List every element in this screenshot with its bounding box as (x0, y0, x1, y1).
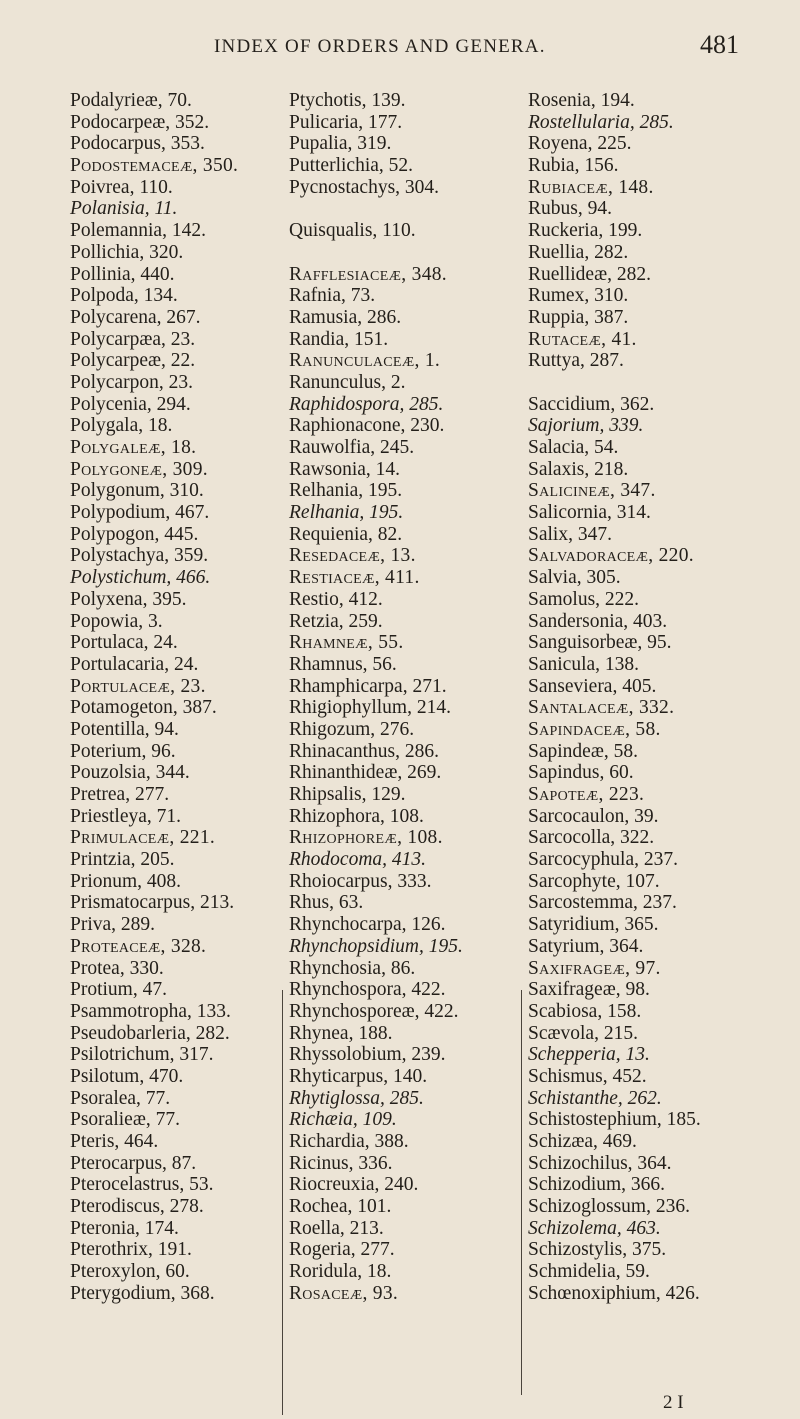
index-entry: Primulaceæ, 221. (70, 827, 216, 849)
index-entry: Rosaceæ, 93. (289, 1282, 399, 1304)
index-entry: Rostellularia, 285. (528, 111, 674, 133)
index-entry: Proteaceæ, 328. (70, 935, 207, 957)
index-entry: Roridula, 18. (289, 1261, 392, 1283)
index-entry: Rhytiglossa, 285. (289, 1087, 424, 1109)
section-gap (528, 372, 701, 394)
index-entry: Pupalia, 319. (289, 133, 392, 155)
index-entry: Raphionacone, 230. (289, 415, 445, 437)
index-entry: Sajorium, 339. (528, 415, 644, 437)
index-entry: Polycarpon, 23. (70, 371, 193, 393)
index-entry: Pterocarpus, 87. (70, 1152, 197, 1174)
index-entry: Relhania, 195. (289, 480, 403, 502)
index-entry: Royena, 225. (528, 133, 632, 155)
index-entry: Rhizophora, 108. (289, 805, 424, 827)
index-entry: Pulicaria, 177. (289, 111, 403, 133)
index-entry: Polycarpeæ, 22. (70, 350, 196, 372)
index-entry: Salix, 347. (528, 523, 612, 545)
index-entry: Putterlichia, 52. (289, 155, 414, 177)
index-entry: Schizodium, 366. (528, 1174, 666, 1196)
index-entry: Ramusia, 286. (289, 306, 402, 328)
index-entry: Relhania, 195. (289, 502, 404, 524)
index-entry: Riocreuxia, 240. (289, 1174, 419, 1196)
index-entry: Schizolema, 463. (528, 1217, 661, 1239)
index-entry: Podocarpus, 353. (70, 133, 205, 155)
index-entry: Psammotropha, 133. (70, 1000, 231, 1022)
index-entry: Sarcocolla, 322. (528, 827, 655, 849)
index-entry: Schizostylis, 375. (528, 1239, 667, 1261)
index-entry: Rogeria, 277. (289, 1239, 395, 1261)
index-entry: Satyrium, 364. (528, 935, 644, 957)
index-entry: Portulaca, 24. (70, 632, 178, 654)
index-entry: Polycenia, 294. (70, 393, 191, 415)
index-entry: Rubiaceæ, 148. (528, 176, 654, 198)
running-header (0, 28, 800, 64)
index-entry: Polycarpæa, 23. (70, 328, 196, 350)
index-entry: Pterodiscus, 278. (70, 1196, 204, 1218)
index-entry: Popowia, 3. (70, 610, 163, 632)
index-entry: Schizæa, 469. (528, 1131, 637, 1152)
index-entry: Ruellideæ, 282. (528, 263, 651, 285)
index-entry: Rhynchosporeæ, 422. (289, 1000, 459, 1022)
index-entry: Polystichum, 466. (70, 567, 211, 589)
section-gap (289, 242, 463, 264)
index-entry: Rhodocoma, 413. (289, 849, 427, 871)
index-entry: Schistanthe, 262. (528, 1087, 662, 1109)
running-title: INDEX OF ORDERS AND GENERA. (214, 36, 546, 57)
index-entry: Polypogon, 445. (70, 523, 199, 545)
index-entry: Protium, 47. (70, 979, 167, 1001)
index-entry: Psoralieæ, 77. (70, 1109, 180, 1131)
index-entry: Rauwolfia, 245. (289, 437, 415, 458)
index-entry: Roella, 213. (289, 1217, 384, 1239)
index-entry: Polygala, 18. (70, 415, 173, 437)
index-entry: Ricinus, 336. (289, 1152, 393, 1174)
index-entry: Salicornia, 314. (528, 502, 651, 524)
index-entry: Prismatocarpus, 213. (70, 892, 235, 914)
index-entry: Psilotum, 470. (70, 1065, 184, 1087)
index-entry: Portulacaria, 24. (70, 653, 199, 675)
index-entry: Rhynchopsidium, 195. (289, 935, 463, 957)
index-entry: Ranunculus, 2. (289, 371, 406, 393)
index-column-2 (289, 90, 463, 1305)
index-entry: Salacia, 54. (528, 437, 619, 458)
index-entry: Richardia, 388. (289, 1131, 409, 1152)
index-entry: Rhigiophyllum, 214. (289, 697, 451, 719)
index-entry: Rawsonia, 14. (289, 458, 401, 480)
index-entry: Schœnoxiphium, 426. (528, 1282, 700, 1304)
index-entry: Pseudobarleria, 282. (70, 1022, 230, 1044)
index-entry: Pretrea, 277. (70, 784, 170, 805)
index-entry: Polyxena, 395. (70, 588, 187, 610)
index-column-1 (70, 90, 238, 1305)
index-entry: Rochea, 101. (289, 1196, 392, 1218)
index-entry: Santalaceæ, 332. (528, 697, 675, 719)
column-divider-right (521, 990, 522, 1395)
index-entry: Polanisia, 11. (70, 198, 178, 220)
index-column-3 (528, 90, 701, 1305)
index-entry: Rhus, 63. (289, 892, 364, 914)
index-entry: Prionum, 408. (70, 870, 182, 892)
index-entry: Saccidium, 362. (528, 393, 655, 415)
index-entry: Scabiosa, 158. (528, 1000, 642, 1022)
index-entry: Pouzolsia, 344. (70, 762, 190, 784)
index-entry: Sarcostemma, 237. (528, 892, 677, 914)
index-entry: Sapoteæ, 223. (528, 784, 645, 805)
index-entry: Potentilla, 94. (70, 718, 179, 740)
index-entry: Rubus, 94. (528, 198, 612, 220)
index-entry: Pollinia, 440. (70, 263, 175, 285)
index-entry: Rhamneæ, 55. (289, 632, 404, 654)
index-entry: Rutaceæ, 41. (528, 328, 637, 350)
index-entry: Salicineæ, 347. (528, 480, 656, 502)
index-entry: Samolus, 222. (528, 588, 640, 610)
index-entry: Polycarena, 267. (70, 306, 201, 328)
index-entry: Ruellia, 282. (528, 241, 629, 263)
index-entry: Poivrea, 110. (70, 176, 173, 198)
index-entry: Rafnia, 73. (289, 285, 376, 307)
index-entry: Sanguisorbeæ, 95. (528, 632, 672, 654)
index-entry: Polemannia, 142. (70, 220, 206, 242)
index-entry: Rhynchosia, 86. (289, 957, 416, 979)
index-entry: Rhynchocarpa, 126. (289, 914, 446, 936)
index-entry: Sanicula, 138. (528, 653, 640, 675)
index-entry: Podocarpeæ, 352. (70, 111, 210, 133)
index-entry: Ruppia, 387. (528, 306, 629, 328)
index-entry: Sanseviera, 405. (528, 675, 657, 697)
index-entry: Rhynchospora, 422. (289, 979, 446, 1001)
index-entry: Psoralea, 77. (70, 1087, 171, 1109)
index-entry: Sapindeæ, 58. (528, 740, 638, 762)
index-entry: Ranunculaceæ, 1. (289, 350, 441, 372)
index-entry: Rhipsalis, 129. (289, 784, 406, 805)
index-entry: Pycnostachys, 304. (289, 176, 440, 198)
index-entry: Rhynea, 188. (289, 1022, 393, 1044)
index-entry: Polygonum, 310. (70, 480, 204, 502)
index-entry: Rhizophoreæ, 108. (289, 827, 443, 849)
signature-mark: 2 I (663, 1392, 684, 1413)
section-gap (289, 198, 463, 220)
index-entry: Ptychotis, 139. (289, 90, 406, 111)
index-entry: Rhyticarpus, 140. (289, 1065, 428, 1087)
index-entry: Satyridium, 365. (528, 914, 659, 936)
index-entry: Salvadoraceæ, 220. (528, 545, 694, 567)
index-entry: Portulaceæ, 23. (70, 675, 206, 697)
index-entry: Schmidelia, 59. (528, 1261, 650, 1283)
index-entry: Resedaceæ, 13. (289, 545, 416, 567)
index-entry: Rhamphicarpa, 271. (289, 675, 447, 697)
index-entry: Pollichia, 320. (70, 241, 184, 263)
index-entry: Schizochilus, 364. (528, 1152, 672, 1174)
index-entry: Pteronia, 174. (70, 1217, 179, 1239)
index-entry: Pteroxylon, 60. (70, 1261, 190, 1283)
index-entry: Schismus, 452. (528, 1065, 647, 1087)
index-entry: Ruckeria, 199. (528, 220, 643, 242)
index-entry: Rhinanthideæ, 269. (289, 762, 442, 784)
index-entry: Potamogeton, 387. (70, 697, 217, 719)
index-entry: Rumex, 310. (528, 285, 629, 307)
index-entry: Priestleya, 71. (70, 805, 182, 827)
index-entry: Restiaceæ, 411. (289, 567, 420, 589)
index-entry: Salaxis, 218. (528, 458, 629, 480)
index-entry: Psilotrichum, 317. (70, 1044, 214, 1066)
index-entry: Restio, 412. (289, 588, 383, 610)
index-entry: Polystachya, 359. (70, 545, 209, 567)
index-entry: Richæia, 109. (289, 1109, 397, 1131)
index-entry: Printzia, 205. (70, 849, 175, 871)
index-entry: Polypodium, 467. (70, 502, 210, 524)
index-entry: Sarcocaulon, 39. (528, 805, 659, 827)
index-entry: Sapindaceæ, 58. (528, 718, 661, 740)
index-entry: Requienia, 82. (289, 523, 403, 545)
index-entry: Schepperia, 13. (528, 1044, 650, 1066)
index-entry: Scævola, 215. (528, 1022, 638, 1044)
index-entry: Quisqualis, 110. (289, 220, 416, 242)
index-entry: Podostemaceæ, 350. (70, 155, 239, 177)
index-entry: Sarcocyphula, 237. (528, 849, 679, 871)
index-entry: Pterocelastrus, 53. (70, 1174, 214, 1196)
index-entry: Protea, 330. (70, 957, 164, 979)
index-entry: Pterothrix, 191. (70, 1239, 192, 1261)
index-entry: Salvia, 305. (528, 567, 621, 589)
index-entry: Podalyrieæ, 70. (70, 90, 192, 111)
index-entry: Pteris, 464. (70, 1131, 159, 1152)
index-entry: Ruttya, 287. (528, 350, 624, 372)
index-entry: Rhinacanthus, 286. (289, 740, 440, 762)
index-entry: Poterium, 96. (70, 740, 176, 762)
index-entry: Rhamnus, 56. (289, 653, 397, 675)
index-entry: Rhoiocarpus, 333. (289, 870, 432, 892)
index-entry: Polygoneæ, 309. (70, 458, 208, 480)
index-entry: Randia, 151. (289, 328, 389, 350)
index-entry: Polpoda, 134. (70, 285, 178, 307)
index-entry: Priva, 289. (70, 914, 156, 936)
index-entry: Schistostephium, 185. (528, 1109, 701, 1131)
index-entry: Schizoglossum, 236. (528, 1196, 690, 1218)
column-divider-left (282, 990, 283, 1415)
index-entry: Sapindus, 60. (528, 762, 634, 784)
index-entry: Polygaleæ, 18. (70, 437, 197, 458)
index-entry: Sandersonia, 403. (528, 610, 668, 632)
index-entry: Rafflesiaceæ, 348. (289, 263, 447, 285)
index-entry: Raphidospora, 285. (289, 393, 444, 415)
index-entry: Rosenia, 194. (528, 90, 635, 111)
index-entry: Rhyssolobium, 239. (289, 1044, 446, 1066)
index-entry: Sarcophyte, 107. (528, 870, 660, 892)
index-entry: Rubia, 156. (528, 155, 619, 177)
index-entry: Saxifrageæ, 97. (528, 957, 661, 979)
index-entry: Rhigozum, 276. (289, 718, 415, 740)
index-entry: Retzia, 259. (289, 610, 383, 632)
index-entry: Pterygodium, 368. (70, 1282, 215, 1304)
page-number: 481 (700, 30, 739, 59)
index-entry: Saxifrageæ, 98. (528, 979, 650, 1001)
